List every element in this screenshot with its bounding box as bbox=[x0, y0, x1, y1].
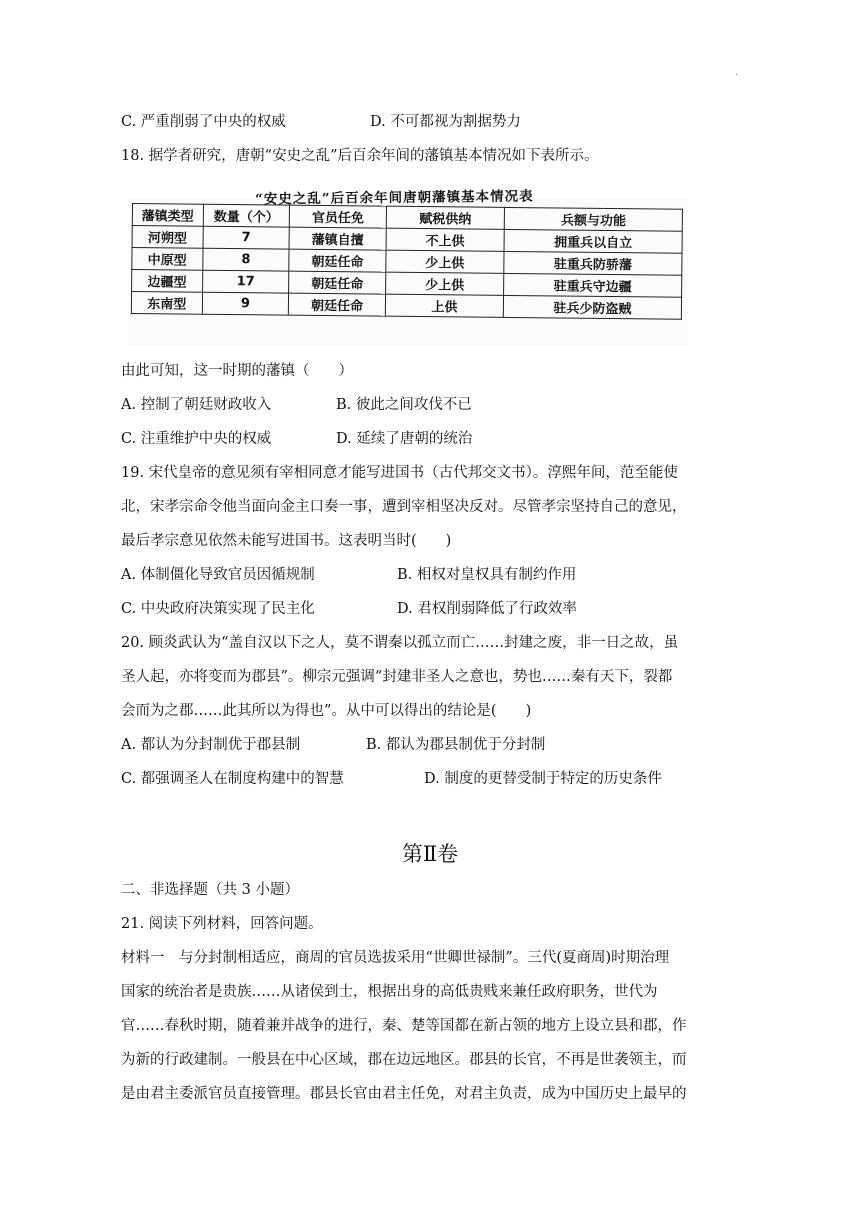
q19-line-2: 北，宋孝宗命令他当面向金主口奏一事，遭到宰相坚决反对。尽管孝宗坚持自己的意见， bbox=[121, 499, 687, 515]
q18-option-b: B. 彼此之间攻伐不已 bbox=[336, 397, 472, 413]
q21-line-4: 为新的行政建制。一般县在中心区域，郡在边远地区。郡县的长官，不再是世袭领主，而 bbox=[121, 1052, 687, 1068]
table-header-cell: 兵额与功能 bbox=[504, 207, 682, 231]
table-cell: 少上供 bbox=[385, 272, 504, 295]
q20-line-2: 圣人起，亦将变而为郡县”。柳宗元强调“封建非圣人之意也，势也……秦有天下，裂都 bbox=[121, 669, 673, 685]
table-cell: 朝廷任命 bbox=[289, 249, 386, 272]
q18-option-c: C. 注重维护中央的权威 bbox=[121, 431, 272, 447]
section-title: 第Ⅱ卷 bbox=[401, 842, 459, 866]
q19-option-b: B. 相权对皇权具有制约作用 bbox=[397, 567, 577, 583]
table-cell: 边疆型 bbox=[132, 270, 203, 293]
q17-option-c: C. 严重削弱了中央的权威 bbox=[121, 114, 286, 130]
table-cell: 17 bbox=[202, 270, 289, 293]
q19-line-1: 19. 宋代皇帝的意见须有宰相同意才能写进国书（古代邦交文书）。淳熙年间，范至能使 bbox=[121, 465, 678, 481]
table-header-cell: 藩镇类型 bbox=[132, 204, 203, 227]
table-cell: 少上供 bbox=[386, 250, 505, 273]
table-cell: 河朔型 bbox=[132, 226, 203, 249]
q20-line-1: 20. 顾炎武认为“盖自汉以下之人，莫不谓秦以孤立而亡……封建之废，非一日之故，虽 bbox=[121, 635, 679, 651]
section-subtitle: 二、非选择题（共 3 小题） bbox=[121, 882, 299, 898]
q18-option-d: D. 延续了唐朝的统治 bbox=[336, 431, 473, 447]
table-header-cell: 数量（个） bbox=[203, 204, 290, 227]
table-cell: 拥重兵以自立 bbox=[504, 229, 682, 253]
q20-line-3: 会而为之郡……此其所以为得也”。从中可以得出的结论是( ) bbox=[121, 703, 532, 719]
q19-option-d: D. 君权削弱降低了行政效率 bbox=[397, 601, 577, 617]
q21-line-3: 官……春秋时期，随着兼并战争的进行，秦、楚等国都在新占领的地方上设立县和郡，作 bbox=[121, 1018, 687, 1034]
q20-option-d: D. 制度的更替受制于特定的历史条件 bbox=[424, 771, 662, 787]
q18-question: 由此可知，这一时期的藩镇（ ） bbox=[121, 363, 353, 379]
table-cell: 东南型 bbox=[131, 292, 202, 315]
fanzhen-table-wrap bbox=[131, 203, 683, 346]
table-title: “安史之乱”后百余年间唐朝藩镇基本情况表 bbox=[254, 188, 534, 208]
table-cell: 9 bbox=[202, 292, 289, 315]
table-cell: 朝廷任命 bbox=[289, 293, 386, 316]
q20-option-c: C. 都强调圣人在制度构建中的智慧 bbox=[121, 771, 344, 787]
q21-line-2: 国家的统治者是贵族……从诸侯到士，根据出身的高低贵贱来兼任政府职务，世代为 bbox=[121, 984, 658, 1000]
q21-line-1: 材料一 与分封制相适应，商周的官员选拔采用“世卿世禄制”。三代(夏商周)时期治理 bbox=[121, 950, 670, 966]
q19-option-a: A. 体制僵化导致官员因循规制 bbox=[121, 567, 315, 583]
q19-option-c: C. 中央政府决策实现了民主化 bbox=[121, 601, 315, 617]
q19-line-3: 最后孝宗意见依然未能写进国书。这表明当时( ) bbox=[121, 533, 452, 549]
table-cell: 不上供 bbox=[386, 228, 505, 251]
q21-stem: 21. 阅读下列材料，回答问题。 bbox=[121, 916, 323, 932]
table-row bbox=[131, 292, 681, 320]
table-cell: 中原型 bbox=[132, 248, 203, 271]
q20-option-b: B. 都认为郡县制优于分封制 bbox=[366, 737, 546, 753]
table-cell: 朝廷任命 bbox=[289, 271, 386, 294]
table-cell: 藩镇自擅 bbox=[289, 227, 386, 250]
fanzhen-table bbox=[131, 203, 683, 320]
table-cell: 驻重兵防骄藩 bbox=[504, 251, 682, 275]
q18-option-a: A. 控制了朝廷财政收入 bbox=[121, 397, 272, 413]
q20-option-a: A. 都认为分封制优于郡县制 bbox=[121, 737, 301, 753]
table-cell: 7 bbox=[203, 226, 290, 249]
table-cell: 驻重兵守边疆 bbox=[504, 273, 682, 297]
table-cell: 8 bbox=[202, 248, 289, 271]
table-header-cell: 官员任免 bbox=[290, 205, 387, 228]
table-cell: 驻兵少防盗贼 bbox=[503, 295, 681, 319]
q18-stem: 18. 据学者研究，唐朝“安史之乱”后百余年间的藩镇基本情况如下表所示。 bbox=[121, 148, 599, 164]
table-header-cell: 赋税供纳 bbox=[386, 206, 505, 229]
table-cell: 上供 bbox=[385, 294, 504, 317]
q21-line-5: 是由君主委派官员直接管理。郡县长官由君主任免，对君主负责，成为中国历史上最早的 bbox=[121, 1086, 687, 1102]
corner-mark: · bbox=[735, 70, 739, 81]
q17-option-d: D. 不可都视为割据势力 bbox=[370, 114, 521, 130]
